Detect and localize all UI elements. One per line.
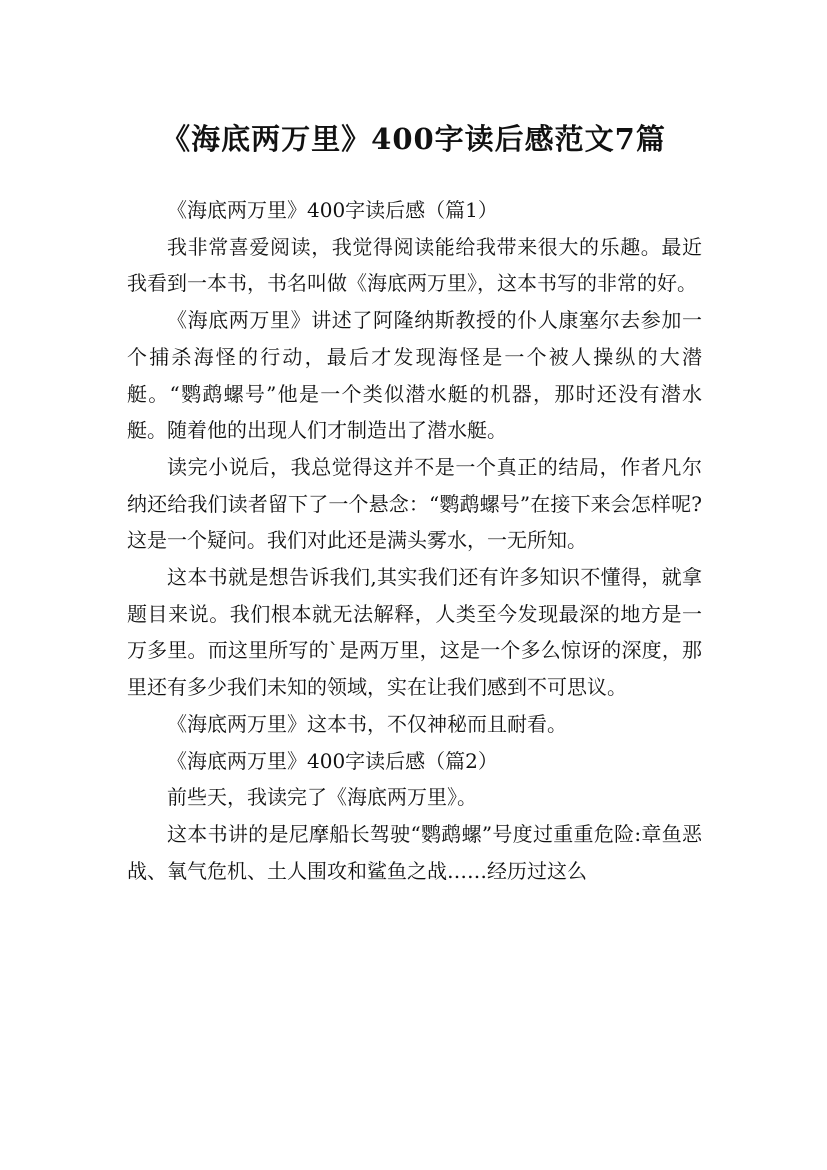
document-body bbox=[127, 192, 702, 889]
section-heading-1: 《海底两万里》400字读后感（篇1） bbox=[167, 198, 498, 222]
paragraph: 《海底两万里》这本书，不仅神秘而且耐看。 bbox=[167, 711, 567, 736]
paragraph: 这本书讲的是尼摩船长驾驶“鹦鹉螺”号度过重重危险:章鱼恶战、氧气危机、土人围攻和鲨鱼之战……经历过这么 bbox=[127, 821, 702, 883]
document-title: 《海底两万里》400字读后感范文7篇 bbox=[161, 122, 666, 157]
paragraph: 读完小说后，我总觉得这并不是一个真正的结局，作者凡尔纳还给我们读者留下了一个悬念：“鹦鹉螺号”在接下来会怎样呢?这是一个疑问。我们对此还是满头雾水，一无所知。 bbox=[127, 454, 702, 553]
paragraph: 我非常喜爱阅读，我觉得阅读能给我带来很大的乐趣。最近我看到一本书，书名叫做《海底两万里》，这本书写的非常的好。 bbox=[127, 234, 702, 296]
paragraph: 这本书就是想告诉我们,其实我们还有许多知识不懂得，就拿题目来说。我们根本就无法解释，人类至今发现最深的地方是一万多里。而这里所写的`是两万里，这是一个多么惊讶的深度，那里还有多少我们未知的领域，实在让我们感到不可思议。 bbox=[127, 565, 702, 700]
paragraph: 前些天，我读完了《海底两万里》。 bbox=[167, 785, 477, 810]
paragraph: 《海底两万里》讲述了阿隆纳斯教授的仆人康塞尔去参加一个捕杀海怪的行动，最后才发现海怪是一个被人操纵的大潜艇。“鹦鹉螺号”他是一个类似潜水艇的机器，那时还没有潜水艇。随着他的出现人们才制造出了潜水艇。 bbox=[127, 308, 702, 443]
section-heading-2: 《海底两万里》400字读后感（篇2） bbox=[167, 748, 498, 773]
